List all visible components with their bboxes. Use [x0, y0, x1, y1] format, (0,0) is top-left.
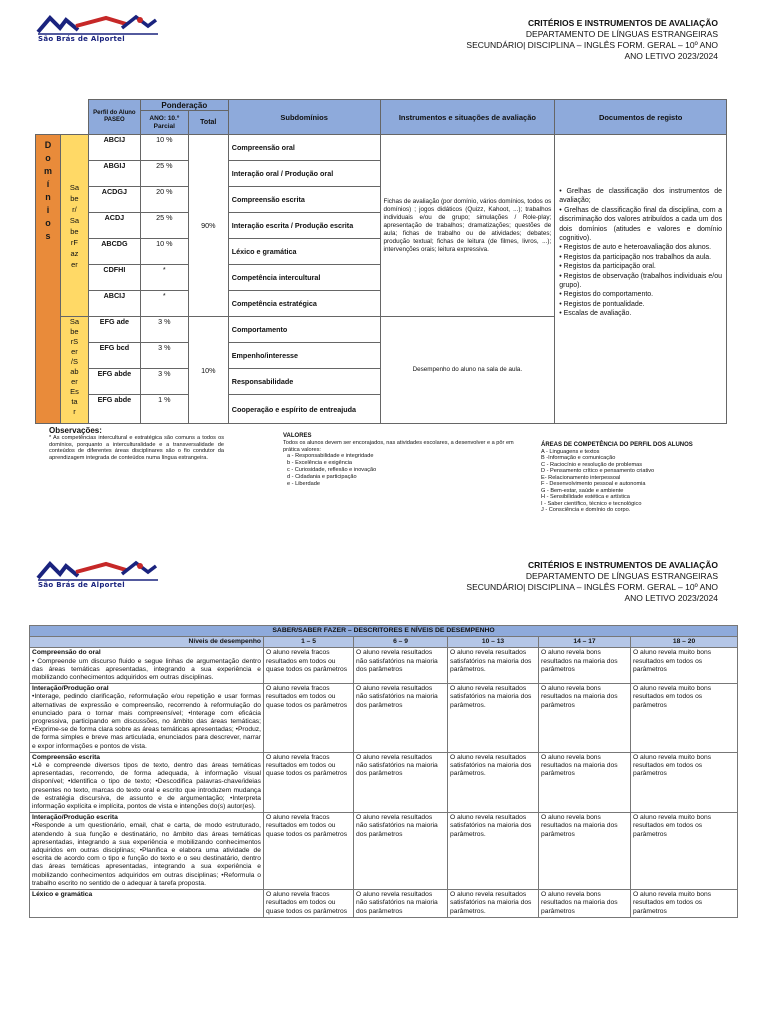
table-row-code: ABCIJ — [88, 291, 140, 317]
group1-instrumentos: Fichas de avaliação (por domínio, vários domínios, todos os domínios) ; jogos didáticos (Quizz, Kahoot, ...); trabalhos individuais e/ou de grupo; simulações / Role-play; apresentação de trabalhos; dramatizações; questões de aula; fichas de trabalho ou de atividades; debates; produção textual; fichas de leitura (de filmes, livros, ...); intervenções orais; leitura expressiva. — [380, 135, 555, 317]
school-logo — [36, 560, 160, 590]
level-header: 10 – 13 — [448, 637, 539, 648]
list-item: • Registos de observação (trabalhos individuais e/ou grupo). — [559, 272, 723, 290]
table-row-code: ABGIJ — [88, 161, 140, 187]
level-header: 1 – 5 — [264, 637, 354, 648]
table-row-pct: 20 % — [140, 187, 188, 213]
descriptor-cell — [30, 684, 264, 753]
table-row — [30, 752, 738, 812]
areas-title: ÁREAS DE COMPETÊNCIA DO PERFIL DOS ALUNOS — [541, 442, 693, 448]
descriptor-title: Compreensão do oral — [32, 649, 101, 657]
table-row-sub: Interação oral / Produção oral — [228, 161, 380, 187]
list-item: e - Liberdade — [287, 480, 320, 487]
group2-total: 10% — [188, 317, 228, 424]
descriptor-cell — [30, 813, 264, 890]
level-cell: O aluno revela resultados não satisfatórios na maioria dos parâmetros — [354, 890, 448, 918]
level-cell: O aluno revela resultados não satisfatórios na maioria dos parâmetros — [354, 684, 448, 753]
level-header: 14 – 17 — [539, 637, 631, 648]
level-cell: O aluno revela fracos resultados em todos ou quase todos os parâmetros — [264, 648, 354, 684]
level-header: 6 – 9 — [354, 637, 448, 648]
logo-town-text: São Brás de Alportel — [38, 581, 125, 589]
level-cell: O aluno revela resultados não satisfatórios na maioria dos parâmetros — [354, 752, 448, 812]
level-header: 18 – 20 — [631, 637, 738, 648]
header-course: SECUNDÁRIO| DISCIPLINA – INGLÊS FORM. GERAL – 10º ANO — [466, 40, 718, 50]
header-subdominios: Subdomínios — [228, 100, 380, 135]
table-row — [30, 684, 738, 753]
list-item: C - Raciocínio e resolução de problemas — [541, 461, 643, 468]
header-ponderacao: Ponderação — [140, 100, 228, 111]
school-logo — [36, 14, 160, 44]
level-cell: O aluno revela fracos resultados em todos ou quase todos os parâmetros — [264, 890, 354, 918]
table-row-sub: Cooperação e espírito de entreajuda — [228, 395, 380, 424]
level-cell: O aluno revela muito bons resultados em todos os parâmetros — [631, 813, 738, 890]
list-item: • Escalas de avaliação. — [559, 310, 632, 318]
table-row-pct: * — [140, 265, 188, 291]
criteria-table — [35, 99, 727, 424]
table-row — [30, 813, 738, 890]
table-row-sub: Responsabilidade — [228, 369, 380, 395]
level-cell: O aluno revela bons resultados na maioria dos parâmetros — [539, 648, 631, 684]
table-row-pct: 1 % — [140, 395, 188, 424]
list-item: • Grelhas de classificação dos instrumentos de avaliação; — [559, 188, 722, 205]
areas-competencia — [541, 442, 731, 514]
descriptor-cell — [30, 890, 264, 918]
level-cell: O aluno revela bons resultados na maioria dos parâmetros — [539, 752, 631, 812]
table-row-code: EFG ade — [88, 317, 140, 343]
list-item: c - Curiosidade, reflexão e inovação — [287, 466, 377, 473]
table-row — [30, 648, 738, 684]
table-row-pct: 3 % — [140, 343, 188, 369]
logo-town-text: São Brás de Alportel — [38, 35, 125, 43]
level-cell: O aluno revela resultados satisfatórios na maioria dos parâmetros. — [448, 813, 539, 890]
table-row-code: ACDJ — [88, 213, 140, 239]
list-item: d - Cidadania e participação — [287, 473, 357, 480]
level-cell: O aluno revela muito bons resultados em todos os parâmetros — [631, 890, 738, 918]
valores-title: VALORES — [283, 433, 312, 439]
descriptor-body: • Compreende um discurso fluido e segue linhas de argumentação dentro das áreas temáticas apresentadas, integrando a sua experiência e mobilizando conhecimentos adquiridos em outras disciplinas. — [32, 657, 261, 682]
header-perfil: Perfil do Aluno PASEO — [88, 100, 140, 135]
descriptor-body: •Interage, pedindo clarificação, reformulação e/ou repetição e usar formas alternativas de expressão e compreensão, recorrendo à reformulação do enunciado para o tornar mais compreensível; •Interage com eficácia progressiva, participando em discussões, no âmbito das áreas temáticas; •Exprime-se de forma clara sobre as áreas temáticas apresentadas; •Produz, de forma simples e breve mas articulada, enunciados para descrever, narrar e expor informações e pontos de vista. — [32, 693, 261, 750]
list-item: B -Informação e comunicação — [541, 455, 616, 461]
header-title: CRITÉRIOS E INSTRUMENTOS DE AVALIAÇÃO — [527, 560, 718, 570]
logo-swoosh-icon — [36, 560, 160, 582]
level-cell: O aluno revela muito bons resultados em todos os parâmetros — [631, 648, 738, 684]
valores-intro: Todos os alunos devem ser encorajados, nas atividades escolares, a desenvolver e a pôr em prática valores: — [283, 439, 514, 453]
header-documentos: Documentos de registo — [555, 100, 727, 135]
table-row-sub: Interação escrita / Produção escrita — [228, 213, 380, 239]
level-cell: O aluno revela bons resultados na maioria dos parâmetros — [539, 813, 631, 890]
header-total: Total — [188, 111, 228, 135]
group2-label: Sa be rS er /S ab er Es ta r — [60, 317, 88, 424]
document-header — [466, 560, 718, 604]
table-row-sub: Competência estratégica — [228, 291, 380, 317]
list-item: F - Desenvolvimento pessoal e autonomia — [541, 481, 646, 487]
table-row-code: EFG bcd — [88, 343, 140, 369]
level-cell: O aluno revela resultados satisfatórios na maioria dos parâmetros. — [448, 890, 539, 918]
level-cell: O aluno revela resultados satisfatórios na maioria dos parâmetros. — [448, 684, 539, 753]
group1-label: Sa be r/ Sa be rF az er — [60, 135, 88, 317]
list-item: • Grelhas de classificação final da disciplina, com a discriminação dos valores atribuídos a cada um dos dois domínios (atitudes e valores e domínio cognitivo). — [559, 206, 722, 243]
header-course: SECUNDÁRIO| DISCIPLINA – INGLÊS FORM. GERAL – 10º ANO — [466, 582, 718, 592]
level-cell: O aluno revela muito bons resultados em todos os parâmetros — [631, 752, 738, 812]
dominios-cell — [36, 135, 61, 424]
descriptor-cell — [30, 648, 264, 684]
level-cell: O aluno revela fracos resultados em todos ou quase todos os parâmetros — [264, 752, 354, 812]
table-row-sub: Competência intercultural — [228, 265, 380, 291]
dominios-label: D o m í n i o s — [43, 140, 52, 241]
descriptor-title: Compreensão escrita — [32, 753, 101, 761]
group1-total: 90% — [188, 135, 228, 317]
observacoes — [49, 428, 224, 462]
table-row-code: CDFHI — [88, 265, 140, 291]
list-item: a - Responsabilidade e integridade — [287, 453, 374, 460]
descriptor-body: •Responde a um questionário, email, chat e carta, de modo estruturado, atendendo à sua função e destinatário, no âmbito das áreas temáticas apresentadas, integrando a sua experiência e mobilizando conhecimentos adquiridos em outras disciplinas; •Planifica e elabora uma atividade de escrita de acordo com o tipo e função do texto e o seu destinatário, dentro das áreas temáticas apresentadas, integrando a sua experiência e mobilizando conhecimentos adquiridos em outras disciplinas; •Reformula o trabalho escrito no sentido de o adequar à tarefa proposta. — [32, 822, 261, 887]
levels-label: Níveis de desempenho — [30, 637, 264, 648]
list-item: I - Saber científico, técnico e tecnológico — [541, 500, 642, 507]
list-item: H - Sensibilidade estética e artística — [541, 494, 630, 500]
header-instrumentos: Instrumentos e situações de avaliação — [380, 100, 555, 135]
header-ano: ANO: 10.º Parcial — [140, 111, 188, 135]
table-row-sub: Empenho/interesse — [228, 343, 380, 369]
list-item: • Registos do comportamento. — [559, 291, 654, 299]
table-row-pct: 3 % — [140, 317, 188, 343]
header-department: DEPARTAMENTO DE LÍNGUAS ESTRANGEIRAS — [525, 571, 718, 581]
list-item: • Registos da participação oral. — [559, 263, 656, 271]
descriptor-title: Léxico e gramática — [32, 891, 93, 899]
table-row-code: ABCDG — [88, 239, 140, 265]
table-row-pct: 10 % — [140, 135, 188, 161]
descriptor-body: •Lê e compreende diversos tipos de texto, dentro das áreas temáticas apresentadas, recorrendo, de forma adequada, à informação visual disponível; •Identifica o tipo de texto; •Descodifica palavras-chave/ideias presentes no texto, marcas do texto oral e escrito que introduzem mudança de estratégia discursiva, de assunto e de argumentação; •Interpreta informação explícita e implícita, pontos de vista e intenções do(s) autor(es). — [32, 762, 261, 811]
table-row-sub: Compreensão escrita — [228, 187, 380, 213]
level-cell: O aluno revela resultados satisfatórios na maioria dos parâmetros. — [448, 752, 539, 812]
documentos-list — [555, 135, 727, 424]
table-row-code: EFG abde — [88, 395, 140, 424]
table-row-sub: Comportamento — [228, 317, 380, 343]
level-cell: O aluno revela fracos resultados em todos ou quase todos os parâmetros — [264, 684, 354, 753]
table-row — [30, 890, 738, 918]
table-row-sub: Léxico e gramática — [228, 239, 380, 265]
list-item: A - Linguagens e textos — [541, 448, 600, 455]
list-item: • Registos da participação nos trabalhos da aula. — [559, 253, 712, 261]
table-row-pct: 3 % — [140, 369, 188, 395]
list-item: G - Bem-estar, saúde e ambiente — [541, 487, 624, 494]
level-cell: O aluno revela fracos resultados em todos ou quase todos os parâmetros — [264, 813, 354, 890]
table-row-sub: Compreensão oral — [228, 135, 380, 161]
header-title: CRITÉRIOS E INSTRUMENTOS DE AVALIAÇÃO — [527, 18, 718, 28]
page-2 — [0, 548, 768, 628]
group2-instrumentos: Desempenho do aluno na sala de aula. — [380, 317, 555, 424]
observacoes-title: Observações: — [49, 426, 102, 435]
logo-swoosh-icon — [36, 14, 160, 36]
list-item: • Registos de pontualidade. — [559, 300, 645, 308]
descriptor-cell — [30, 752, 264, 812]
descriptors-table — [29, 625, 738, 918]
header-year: ANO LETIVO 2023/2024 — [624, 51, 718, 61]
table-row-code: ABCIJ — [88, 135, 140, 161]
descriptors-title: SABER/SABER FAZER – DESCRITORES E NÍVEIS DE DESEMPENHO — [30, 626, 738, 637]
level-cell: O aluno revela resultados não satisfatórios na maioria dos parâmetros — [354, 648, 448, 684]
document-header — [466, 18, 718, 62]
level-cell: O aluno revela muito bons resultados em todos os parâmetros — [631, 684, 738, 753]
descriptor-title: Interação/Produção oral — [32, 685, 109, 693]
observacoes-text: * As competências intercultural e estratégica são comuns a todos os domínios, porquanto a interculturalidade e a transversalidade de conteúdos de diferentes áreas disciplinares são o fio condutor da aprendizagem integrada de conteúdos numa língua estrangeira. — [49, 434, 224, 462]
list-item: D - Pensamento crítico e pensamento criativo — [541, 468, 655, 474]
descriptor-title: Interação/Produção escrita — [32, 814, 118, 822]
list-item: J - Consciência e domínio do corpo. — [541, 507, 631, 513]
valores — [283, 433, 518, 487]
header-year: ANO LETIVO 2023/2024 — [624, 593, 718, 603]
descriptors-body — [30, 648, 738, 917]
table-row-pct: * — [140, 291, 188, 317]
list-item: • Registos de auto e heteroavaliação dos alunos. — [559, 244, 712, 252]
header-department: DEPARTAMENTO DE LÍNGUAS ESTRANGEIRAS — [525, 29, 718, 39]
table-row-pct: 10 % — [140, 239, 188, 265]
list-item: E- Relacionamento interpessoal — [541, 474, 621, 481]
level-cell: O aluno revela bons resultados na maioria dos parâmetros — [539, 890, 631, 918]
table-row-pct: 25 % — [140, 161, 188, 187]
table-row-code: ACDGJ — [88, 187, 140, 213]
level-cell: O aluno revela bons resultados na maioria dos parâmetros — [539, 684, 631, 753]
table-row-code: EFG abde — [88, 369, 140, 395]
level-cell: O aluno revela resultados não satisfatórios na maioria dos parâmetros — [354, 813, 448, 890]
list-item: b - Excelência e exigência — [287, 460, 352, 467]
table-row-pct: 25 % — [140, 213, 188, 239]
level-cell: O aluno revela resultados satisfatórios na maioria dos parâmetros. — [448, 648, 539, 684]
